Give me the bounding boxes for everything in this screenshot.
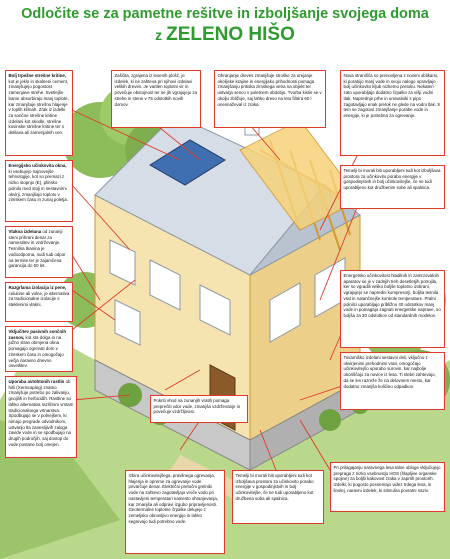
callout-framing: Tovarniško izdelani sestavni deli, vključno z okvirjenimi prehodnimi vrati, omogočajo učinkovitejšo uporabo surovin, kar najbolje okoriščajo za novice iz lesa. Ti stebri zahtevajo, da se les razreže že na delovnem mestu, kar dodatno zmanjša količino odpadkov.	[340, 352, 445, 410]
callout-basement-bottom: Temelji bi morali biti uporabljeni tudi kot izboljšava prostora za učinkovito porabo energije v gospodinjstvih in bolj učinkovitejše, če ne tudi uporabljeno kot družbena soba ali spalnica.	[232, 470, 324, 524]
callout-engineered-wood: Zaščita, zgrajena iz lesenih plošč, je izdelek, ki ne zahteva pri njihovi izdelavi velikih dreves. Je vartlen toplotni vir in povečuje obstojnost ter se jih vgrajujejo za strehe in stene v 75 odstotkih novih domov.	[111, 70, 201, 128]
callout-passive-solar: Vključitev pasivnih sončnih zasnov, kot sta dolga in na južno stran obrnjena okna pomagajo ogrevati dom v zimskem času in omogočajo večja naravno dnevno osvetlitev.	[5, 326, 73, 372]
subtitle-prefix: z	[155, 27, 163, 43]
callout-flooring: Pri prilagajanju naravnega lesa talne obloge vključujejo prepraga z nizko vsebnostjo HOS (hlapljive organske spojine) za boljši kakovost zraka v zaprtih prostorih. Izdelki, ki pogosto posnemajo videz trdega lesa, in linolej, naravni izdelek, ki stimulira povratni naziv.	[330, 462, 445, 512]
callout-tree-preservation: Ohranjanje dreves zmanjšuje stroške za urejanje okolijske krajine in energijsko prihodnosti pomaga zmanjšanju pritiska zimskega vetra na objekt ter ustvarja senco v poletnem obdobju. Tvorba kislin se v okolju zbližuje, saj lahko drevo na leto filtrira 60 l onesnaževal iz zraka.	[214, 70, 326, 128]
page-title: Odločite se za pametne rešitve in izboljšanje svojega doma	[21, 6, 429, 22]
brand-name: ZELENO HIŠO	[166, 24, 295, 45]
callout-siding: Vlakna izdelana od zunanji steni prihrani denar za namestitev in vzdrževanje. Tesnilna tkanina je vodoodporna, nudi tudi odpor na termite ter je zajamčena garancija do 50 let.	[5, 226, 73, 278]
callout-heating-cooling: Izbira učinkovitejšega, pravilnega ogrevanja, hlajenja in opreme za ogrevanje vode privarčuje denar. Električni pretočni grelniki vode na zahtevo zagotavljajo vroče vodo pri nastavljeni temperaturi namesto shranjevanja, kar zmanjša ali odpravi izgubo pripravljenosti. Geotermalne toplotne črpalke delujejo z zemeljsko obnovljivo energijo in lahko segrevajo tudi potrebno vode.	[125, 470, 225, 554]
callout-xeriscaping: Uporaba avtohtonih rastlin ob hiši (Xeriscaping) znatno zmanjšuje potrebo po zalivanju, gnojilih in herbicidih. Rastline so lahko alternativa različnim vrstam tradicionalnega vrtnarstva. Spodbujajo se v polnejšem, ki nimajo pregrade odvodnikom, ustvarijo tla zaneslijivih zaloga zavide vode in se spodbujajo na drugih področjih, saj dostop do vode postane bolj omejen.	[5, 376, 77, 458]
callout-covered-entry: Pokriti vhod na zunanjih vratih pomaga preprečiti vdor vode, zmanjša vzdrževanje in povečuje vzdržljivost.	[150, 395, 248, 423]
callout-roofing: Bolj trpežne strešne kritine, kot je jeklo in skalneni cement, zmanjšujejo pogostost zamenjave strehe. Svetlejše barve absorbirajo manj toplote, kar zmanjšuje strešno hlajenje v toplih klimah. Zrak iz izdelki za sončne strešne kritine izdelani kot skodle, strešne kovinske strešne kritine ter s delilava ali zamenjalnih cen.	[5, 70, 73, 156]
callout-windows: Energijsko učinkovita okna, ki vsebujejo najnovejše tehnologije, kot so premazi z nizko stopnjo (E), plinsko polnilo med stoji in sestavnimi okvirji, zmanjšajo toploto v zimskem času in zunaj poletja.	[5, 160, 73, 222]
page-subtitle	[0, 24, 450, 46]
callout-insulation: Razgrlama izolacija iz pene, celulose ali volne, je alternativa za tradicionalne izolacije s steklenimi vlakni.	[5, 282, 73, 322]
callout-basement-top: Temelji bi morali biti uporabljeni tudi kot izboljšava prostora za učinkovito porabo energije v gospodinjstvih in bolj učinkovitejše, če ne tudi uporabljeno kot družbenim sobe ali spalnica.	[340, 165, 445, 209]
callout-appliances: Energetsko učinkovitost hladilnih in zamrzovalnih aparatov se je v zadnjih treh desetletjih potrojila, ker so vgradili veliko boljše toplotno izolirani, vgrajujejo se napredni kompresorji, boljša tesnila vrat in natančnejše kontrole temperature. Pralni polnilci uporabljajo približno 40 odstotkov manj vode in pomagajo zagnati energetske naprave, so boljša za 30 odstotkov od standardnih modelov.	[340, 270, 445, 348]
callout-water-fixtures: Nova stranišča so prenovljena z novimi oblikami, ki porabijo manj vode in svojo nalogo opravljajo bolj učinkovito kljub nizkemu pretoku. Nekateri zato uporabljajo dodatno črpalko za višji vodni tlak. Naprednje prhe in umivalniki s pipo zagotavljajo enak pretok ne glede na vodni tlak. S tem se zagotovi zmanjšanje porabe vode in energije, ki je potrebna za ogrevanje.	[340, 70, 445, 156]
